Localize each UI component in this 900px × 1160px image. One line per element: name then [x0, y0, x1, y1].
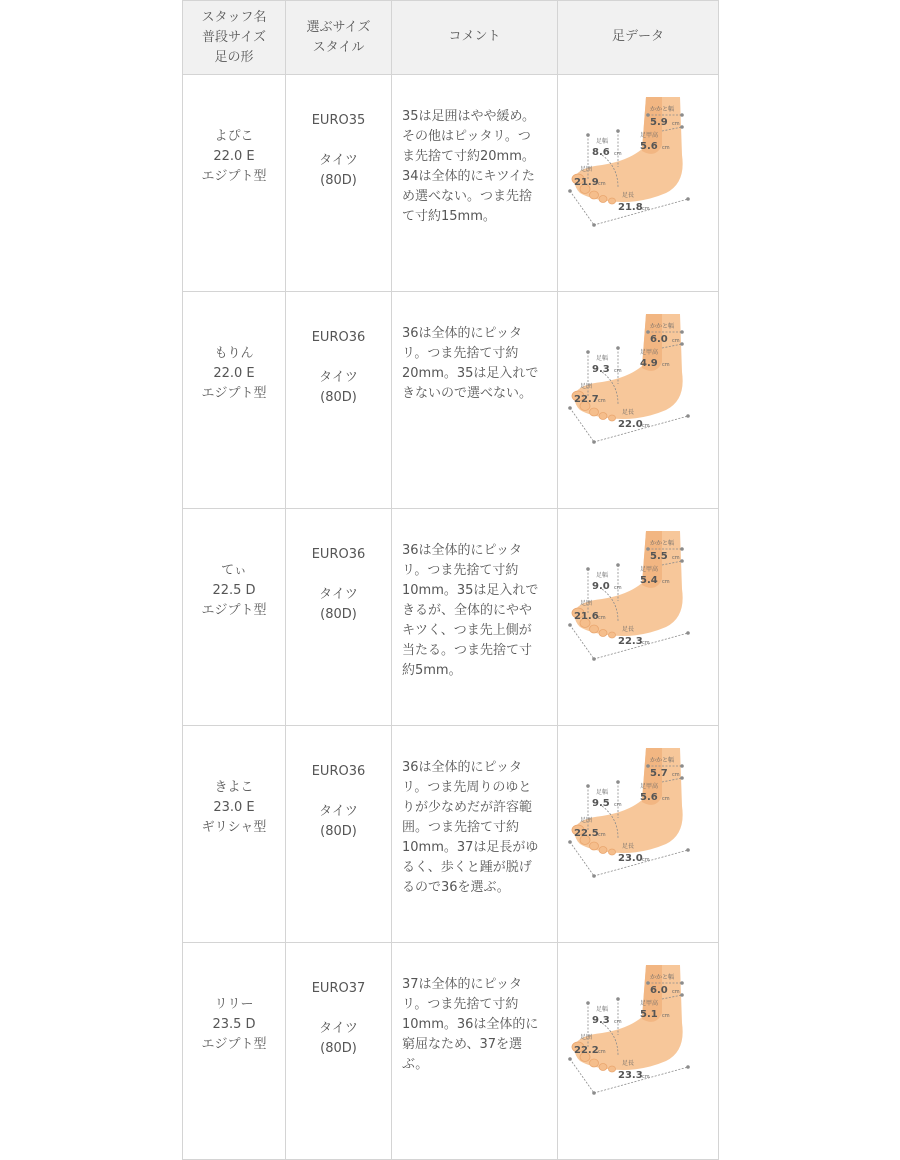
style-denier: (80D) — [320, 824, 357, 839]
length-unit: cm — [642, 206, 650, 212]
foot-shape: エジプト型 — [201, 169, 267, 184]
girth-label: 足囲 — [580, 166, 593, 173]
length-label: 足長 — [622, 626, 635, 633]
width-label: 足幅 — [596, 1006, 609, 1013]
heel-value: 5.5 — [650, 551, 668, 562]
usual-size: 22.0 E — [213, 149, 255, 164]
comment-line: るので36を選ぶ。 — [402, 880, 510, 895]
comment-line: 当たる。つま先捨て寸 — [402, 643, 533, 658]
girth-value: 22.7 — [574, 394, 599, 405]
staff-cell — [183, 509, 286, 726]
foot-shape: ギリシャ型 — [201, 820, 267, 835]
usual-size: 22.0 E — [213, 366, 255, 381]
length-label: 足長 — [622, 409, 635, 416]
heel-label: かかと幅 — [650, 757, 675, 764]
comment-line: 20mm。35は足入れで — [402, 366, 539, 381]
style-type: タイツ — [319, 1021, 358, 1036]
chosen-size: EURO36 — [311, 764, 366, 779]
comment-line: キツく、つま先上側が — [402, 623, 532, 638]
comment-line: 36は全体的にピッタ — [402, 543, 523, 558]
foot-data-cell — [558, 509, 719, 726]
comment-line: リ。つま先捨て寸約 — [402, 346, 519, 361]
instep-label: 足甲高 — [640, 566, 659, 573]
staff-cell — [183, 726, 286, 943]
foot-shape: エジプト型 — [201, 1037, 267, 1052]
comment-line: 37は全体的にピッタ — [402, 977, 523, 992]
width-label: 足幅 — [596, 355, 609, 362]
foot-data-cell — [558, 943, 719, 1160]
length-label: 足長 — [622, 1060, 635, 1067]
length-value: 22.3 — [618, 636, 643, 647]
comment-line: りが少なめだが許容範 — [402, 800, 533, 815]
comment-line: ま先捨て寸約20mm。 — [402, 149, 535, 164]
usual-size: 23.5 D — [212, 1017, 256, 1032]
comment-cell — [392, 509, 558, 726]
staff-name: もりん — [214, 346, 254, 361]
heel-unit: cm — [672, 338, 680, 344]
instep-unit: cm — [662, 796, 670, 802]
length-unit: cm — [642, 1074, 650, 1080]
foot-shape: エジプト型 — [201, 603, 267, 618]
comment-line: きないので選べない。 — [402, 386, 533, 401]
girth-label: 足囲 — [580, 1034, 593, 1041]
width-value: 9.3 — [592, 364, 610, 375]
style-type: タイツ — [319, 587, 358, 602]
heel-label: かかと幅 — [650, 323, 675, 330]
heel-unit: cm — [672, 989, 680, 995]
instep-unit: cm — [662, 1013, 670, 1019]
staff-name: リリー — [214, 997, 254, 1012]
table-row — [183, 726, 719, 943]
header-staff: スタッフ名 普段サイズ 足の形 — [183, 1, 286, 75]
girth-unit: cm — [598, 181, 606, 187]
staff-name: よぴこ — [214, 129, 254, 144]
usual-size: 22.5 D — [212, 583, 256, 598]
style-type: タイツ — [319, 804, 358, 819]
comment-line: その他はピッタリ。つ — [402, 129, 531, 144]
heel-value: 5.7 — [650, 768, 668, 779]
width-label: 足幅 — [596, 572, 609, 579]
style-denier: (80D) — [320, 607, 357, 622]
girth-unit: cm — [598, 832, 606, 838]
foot-diagram — [558, 75, 718, 239]
comment-cell — [392, 75, 558, 292]
chosen-size-cell — [286, 75, 392, 292]
heel-unit: cm — [672, 121, 680, 127]
header-row — [183, 1, 719, 75]
chosen-size: EURO35 — [311, 113, 366, 128]
comment-line: リ。つま先周りのゆと — [402, 780, 532, 795]
foot-data-cell — [558, 726, 719, 943]
instep-value: 5.1 — [640, 1009, 658, 1020]
comment-line: ぶ。 — [402, 1057, 429, 1072]
chosen-size: EURO36 — [311, 547, 366, 562]
girth-label: 足囲 — [580, 817, 593, 824]
length-label: 足長 — [622, 192, 635, 199]
header-comment: コメント — [392, 1, 558, 75]
style-denier: (80D) — [320, 390, 357, 405]
length-label: 足長 — [622, 843, 635, 850]
chosen-size: EURO36 — [311, 330, 366, 345]
foot-diagram — [558, 726, 718, 890]
girth-value: 22.2 — [574, 1045, 599, 1056]
heel-label: かかと幅 — [650, 106, 675, 113]
table-row — [183, 509, 719, 726]
girth-unit: cm — [598, 1049, 606, 1055]
width-unit: cm — [614, 1019, 622, 1025]
instep-label: 足甲高 — [640, 1000, 659, 1007]
table-row — [183, 292, 719, 509]
instep-value: 5.6 — [640, 141, 658, 152]
header-chosen-size: 選ぶサイズ スタイル — [286, 1, 392, 75]
girth-value: 22.5 — [574, 828, 599, 839]
size-comparison-table — [182, 0, 719, 1160]
comment-line: 約5mm。 — [402, 663, 462, 678]
foot-diagram — [558, 509, 718, 673]
girth-unit: cm — [598, 398, 606, 404]
heel-value: 5.9 — [650, 117, 668, 128]
staff-cell — [183, 943, 286, 1160]
comment-line: 窮屈なため、37を選 — [402, 1037, 523, 1052]
width-label: 足幅 — [596, 138, 609, 145]
girth-label: 足囲 — [580, 600, 593, 607]
foot-diagram — [558, 943, 718, 1107]
length-value: 23.3 — [618, 1070, 643, 1081]
foot-diagram — [558, 292, 718, 456]
length-value: 23.0 — [618, 853, 643, 864]
staff-cell — [183, 75, 286, 292]
comment-line: 10mm。36は全体的に — [402, 1017, 539, 1032]
girth-label: 足囲 — [580, 383, 593, 390]
foot-shape: エジプト型 — [201, 386, 267, 401]
length-value: 21.8 — [618, 202, 643, 213]
heel-value: 6.0 — [650, 985, 668, 996]
comment-cell — [392, 726, 558, 943]
comment-line: 10mm。35は足入れで — [402, 583, 539, 598]
heel-label: かかと幅 — [650, 540, 675, 547]
instep-unit: cm — [662, 579, 670, 585]
comment-cell — [392, 292, 558, 509]
chosen-size: EURO37 — [311, 981, 366, 996]
instep-unit: cm — [662, 145, 670, 151]
girth-value: 21.6 — [574, 611, 599, 622]
comment-line: 36は全体的にピッタ — [402, 326, 523, 341]
chosen-size-cell — [286, 726, 392, 943]
style-denier: (80D) — [320, 173, 357, 188]
staff-cell — [183, 292, 286, 509]
staff-name: きよこ — [214, 780, 254, 795]
style-denier: (80D) — [320, 1041, 357, 1056]
width-value: 9.5 — [592, 798, 610, 809]
instep-value: 4.9 — [640, 358, 658, 369]
length-unit: cm — [642, 423, 650, 429]
chosen-size-cell — [286, 943, 392, 1160]
foot-data-cell — [558, 75, 719, 292]
length-unit: cm — [642, 640, 650, 646]
comment-line: め選べない。つま先捨 — [402, 189, 533, 204]
table-row — [183, 75, 719, 292]
heel-unit: cm — [672, 555, 680, 561]
width-value: 9.0 — [592, 581, 610, 592]
width-label: 足幅 — [596, 789, 609, 796]
chosen-size-cell — [286, 292, 392, 509]
comment-line: 35は足囲はやや緩め。 — [402, 109, 536, 124]
heel-label: かかと幅 — [650, 974, 675, 981]
width-unit: cm — [614, 368, 622, 374]
comment-line: 34は全体的にキツイた — [402, 169, 535, 184]
comment-line: 36は全体的にピッタ — [402, 760, 523, 775]
heel-value: 6.0 — [650, 334, 668, 345]
width-unit: cm — [614, 151, 622, 157]
comment-cell — [392, 943, 558, 1160]
comment-line: リ。つま先捨て寸約 — [402, 997, 519, 1012]
usual-size: 23.0 E — [213, 800, 255, 815]
style-type: タイツ — [319, 370, 358, 385]
comment-line: るく、歩くと踵が脱げ — [402, 860, 532, 875]
instep-label: 足甲高 — [640, 783, 659, 790]
instep-value: 5.4 — [640, 575, 658, 586]
heel-unit: cm — [672, 772, 680, 778]
width-value: 9.3 — [592, 1015, 610, 1026]
comment-line: きるが、全体的にやや — [402, 603, 533, 618]
table-row — [183, 943, 719, 1160]
width-unit: cm — [614, 585, 622, 591]
length-value: 22.0 — [618, 419, 643, 430]
comment-line: リ。つま先捨て寸約 — [402, 563, 519, 578]
width-unit: cm — [614, 802, 622, 808]
instep-unit: cm — [662, 362, 670, 368]
comment-line: 10mm。37は足長がゆ — [402, 840, 539, 855]
instep-label: 足甲高 — [640, 132, 659, 139]
style-type: タイツ — [319, 153, 358, 168]
instep-label: 足甲高 — [640, 349, 659, 356]
girth-unit: cm — [598, 615, 606, 621]
staff-name: てぃ — [221, 563, 247, 578]
girth-value: 21.9 — [574, 177, 599, 188]
width-value: 8.6 — [592, 147, 610, 158]
header-foot-data: 足データ — [558, 1, 719, 75]
comment-line: 囲。つま先捨て寸約 — [402, 820, 520, 835]
chosen-size-cell — [286, 509, 392, 726]
length-unit: cm — [642, 857, 650, 863]
comment-line: て寸約15mm。 — [402, 209, 496, 224]
instep-value: 5.6 — [640, 792, 658, 803]
foot-data-cell — [558, 292, 719, 509]
